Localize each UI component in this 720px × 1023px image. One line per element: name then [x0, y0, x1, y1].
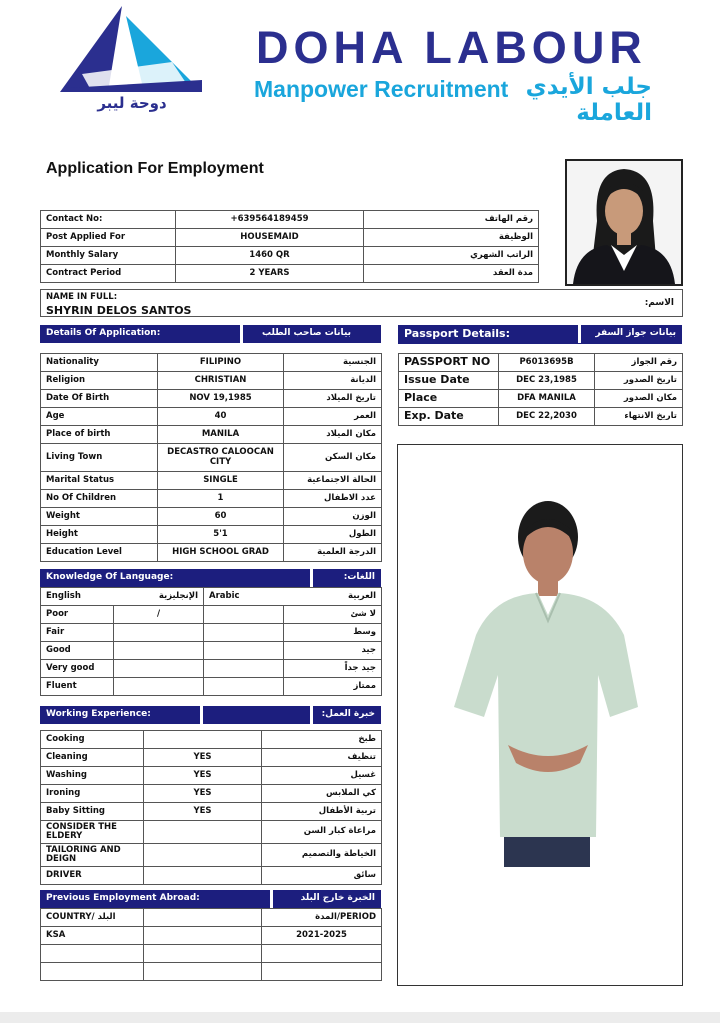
table-cell: Very good [41, 660, 114, 678]
table-cell: الإنجليزية [114, 588, 204, 606]
previous-header [40, 890, 381, 908]
post-label: Post Applied For [41, 229, 176, 247]
section-header-label: الخبرة خارج البلد [300, 893, 375, 903]
table-cell: DFA MANILA [499, 390, 595, 408]
table-cell: Poor [41, 606, 114, 624]
table-row [41, 867, 382, 885]
table-cell: Issue Date [399, 372, 499, 390]
table-cell: الوزن [284, 508, 382, 526]
section-header-label: Working Experience: [46, 709, 151, 719]
table-cell: COUNTRY/ البلد [41, 909, 144, 927]
section-header-label: Passport Details: [404, 327, 510, 340]
table-row [41, 909, 382, 927]
contract-label: Contract Period [41, 265, 176, 283]
table-cell: الدرجة العلمية [284, 544, 382, 562]
table-row [41, 444, 382, 472]
table-cell: YES [144, 767, 262, 785]
table-cell: ممتاز [284, 678, 382, 696]
table-row [41, 803, 382, 821]
table-row [41, 844, 382, 867]
table-row [41, 472, 382, 490]
table-cell: Exp. Date [399, 408, 499, 426]
table-cell: FILIPINO [158, 354, 284, 372]
table-cell: P6013695B [499, 354, 595, 372]
table-cell: MANILA [158, 426, 284, 444]
table-cell: Height [41, 526, 158, 544]
table-row [41, 785, 382, 803]
table-row [41, 767, 382, 785]
passport-header [398, 325, 682, 344]
table-cell: Date Of Birth [41, 390, 158, 408]
table-cell: Place of birth [41, 426, 158, 444]
table-cell: DEC 22,2030 [499, 408, 595, 426]
salary-value: 1460 QR [176, 247, 364, 265]
table-cell: الوظيفة [364, 229, 539, 247]
passport-table [398, 353, 683, 426]
table-cell [114, 660, 204, 678]
section-header-label: Knowledge Of Language: [46, 572, 174, 582]
table-row [41, 821, 382, 844]
brand-subtitle-arabic: جلب الأيدي العاملة [525, 74, 652, 126]
table-row [41, 588, 382, 606]
table-cell: الطول [284, 526, 382, 544]
name-label: NAME IN FULL: [46, 292, 118, 302]
table-cell: Place [399, 390, 499, 408]
table-cell: PASSPORT NO [399, 354, 499, 372]
table-cell: رقم الجواز [595, 354, 683, 372]
table-cell [144, 927, 262, 945]
table-cell: 60 [158, 508, 284, 526]
table-row [41, 544, 382, 562]
table-cell: English [41, 588, 114, 606]
header-divider [578, 325, 581, 343]
table-cell: YES [144, 749, 262, 767]
table-cell: طبخ [262, 731, 382, 749]
table-cell [41, 963, 144, 981]
table-row [41, 624, 382, 642]
table-row [41, 963, 382, 981]
table-cell: مراعاة كبار السن [262, 821, 382, 844]
header-divider [240, 325, 243, 343]
page-footer-strip [0, 1012, 720, 1023]
table-cell: مدة العقد [364, 265, 539, 283]
table-cell [41, 945, 144, 963]
table-cell: YES [144, 785, 262, 803]
header-divider [310, 569, 313, 587]
table-row [41, 678, 382, 696]
table-cell [204, 642, 284, 660]
table-cell [144, 867, 262, 885]
table-cell: الحالة الاجتماعية [284, 472, 382, 490]
table-cell [204, 678, 284, 696]
table-cell: Arabic [204, 588, 284, 606]
contact-label: Contact No: [41, 211, 176, 229]
applicant-full-photo [397, 444, 683, 986]
table-cell [114, 678, 204, 696]
job-info-table [40, 210, 539, 283]
table-row [41, 229, 539, 247]
table-cell: No Of Children [41, 490, 158, 508]
table-cell: Fluent [41, 678, 114, 696]
table-cell: Religion [41, 372, 158, 390]
table-cell: Baby Sitting [41, 803, 144, 821]
table-cell [144, 945, 262, 963]
table-cell: HIGH SCHOOL GRAD [158, 544, 284, 562]
experience-table [40, 730, 382, 885]
brand-subtitle: Manpower Recruitment [254, 76, 509, 102]
table-row [41, 508, 382, 526]
table-cell [262, 945, 382, 963]
salary-label: Monthly Salary [41, 247, 176, 265]
table-cell: العربية [284, 588, 382, 606]
full-name: SHYRIN DELOS SANTOS [46, 304, 192, 317]
table-cell: CHRISTIAN [158, 372, 284, 390]
section-header-label: Details Of Application: [46, 328, 161, 338]
company-logo [52, 4, 210, 112]
table-cell: NOV 19,1985 [158, 390, 284, 408]
section-header-label: خبرة العمل: [321, 709, 375, 719]
table-cell: DEC 23,1985 [499, 372, 595, 390]
brand-title: DOHA LABOUR [256, 22, 647, 73]
table-row [41, 526, 382, 544]
table-row [399, 372, 683, 390]
table-cell: تاريخ الميلاد [284, 390, 382, 408]
table-cell: كي الملابس [262, 785, 382, 803]
table-row [41, 265, 539, 283]
table-cell: مكان السكن [284, 444, 382, 472]
table-cell: 2021-2025 [262, 927, 382, 945]
table-cell: تنظيف [262, 749, 382, 767]
table-cell: 5'1 [158, 526, 284, 544]
table-row [41, 749, 382, 767]
table-cell: الخياطة والتصميم [262, 844, 382, 867]
table-cell [144, 821, 262, 844]
table-cell: DECASTRO CALOOCAN CITY [158, 444, 284, 472]
table-cell: الديانة [284, 372, 382, 390]
table-row [41, 247, 539, 265]
language-table [40, 587, 382, 696]
table-cell: Weight [41, 508, 158, 526]
table-cell: Ironing [41, 785, 144, 803]
table-cell [204, 606, 284, 624]
table-cell: وسط [284, 624, 382, 642]
table-cell: تاريخ الصدور [595, 372, 683, 390]
table-cell: Marital Status [41, 472, 158, 490]
table-cell [144, 731, 262, 749]
table-cell: 1 [158, 490, 284, 508]
portrait-illustration [567, 161, 681, 284]
header-divider [310, 706, 313, 724]
table-row [399, 390, 683, 408]
table-cell: Living Town [41, 444, 158, 472]
table-cell [262, 963, 382, 981]
table-row [399, 408, 683, 426]
details-header [40, 325, 381, 343]
table-cell: Education Level [41, 544, 158, 562]
table-cell: سائق [262, 867, 382, 885]
section-header-label: Previous Employment Abroad: [46, 893, 200, 903]
contract-value: 2 YEARS [176, 265, 364, 283]
table-cell: غسيل [262, 767, 382, 785]
table-cell: PERIOD/المدة [262, 909, 382, 927]
table-row [41, 390, 382, 408]
table-cell [114, 642, 204, 660]
table-cell [114, 624, 204, 642]
table-cell: 40 [158, 408, 284, 426]
header-divider [270, 890, 273, 908]
table-cell: رقم الهاتف [364, 211, 539, 229]
applicant-portrait [565, 159, 683, 286]
table-cell: CONSIDER THE ELDERY [41, 821, 144, 844]
table-cell: SINGLE [158, 472, 284, 490]
table-cell: Nationality [41, 354, 158, 372]
table-row [41, 927, 382, 945]
table-cell: KSA [41, 927, 144, 945]
table-cell: Cleaning [41, 749, 144, 767]
section-header-label: اللغات: [343, 572, 375, 582]
details-table [40, 353, 382, 562]
table-row [41, 945, 382, 963]
table-row [41, 211, 539, 229]
experience-header [40, 706, 381, 724]
section-header-label: بيانات جواز السفر [595, 328, 676, 338]
table-cell: TAILORING AND DEIGN [41, 844, 144, 867]
table-cell: تاريخ الانتهاء [595, 408, 683, 426]
header-divider [200, 706, 203, 724]
table-cell: Age [41, 408, 158, 426]
table-cell: لا شئ [284, 606, 382, 624]
table-row [41, 660, 382, 678]
table-cell [204, 624, 284, 642]
table-cell: YES [144, 803, 262, 821]
table-cell: Good [41, 642, 114, 660]
table-cell: Fair [41, 624, 114, 642]
table-cell: Washing [41, 767, 144, 785]
table-row [41, 642, 382, 660]
contact-value: +639564189459 [176, 211, 364, 229]
table-cell: الراتب الشهري [364, 247, 539, 265]
table-cell: جيد [284, 642, 382, 660]
previous-table [40, 908, 382, 981]
table-cell: Cooking [41, 731, 144, 749]
table-cell: مكان الصدور [595, 390, 683, 408]
table-row [41, 426, 382, 444]
logo-arabic-text: دوحة ليبر [97, 94, 167, 112]
table-cell: عدد الاطفال [284, 490, 382, 508]
table-cell: جيد جداً [284, 660, 382, 678]
name-label-arabic: الاسم: [644, 298, 674, 308]
table-cell [144, 963, 262, 981]
page-title: Application For Employment [46, 160, 264, 177]
table-row [41, 354, 382, 372]
table-row [41, 490, 382, 508]
table-cell: الجنسية [284, 354, 382, 372]
full-photo-illustration [398, 445, 682, 985]
table-row [41, 408, 382, 426]
table-cell [144, 909, 262, 927]
language-header [40, 569, 381, 587]
table-row [41, 731, 382, 749]
table-row [41, 372, 382, 390]
table-cell: مكان الميلاد [284, 426, 382, 444]
table-cell: العمر [284, 408, 382, 426]
section-header-label: بيانات صاحب الطلب [261, 328, 351, 338]
name-box [40, 289, 683, 317]
table-cell [144, 844, 262, 867]
table-row [399, 354, 683, 372]
table-cell: DRIVER [41, 867, 144, 885]
table-cell [204, 660, 284, 678]
post-value: HOUSEMAID [176, 229, 364, 247]
table-cell: تربية الأطفال [262, 803, 382, 821]
table-row [41, 606, 382, 624]
table-cell: / [114, 606, 204, 624]
